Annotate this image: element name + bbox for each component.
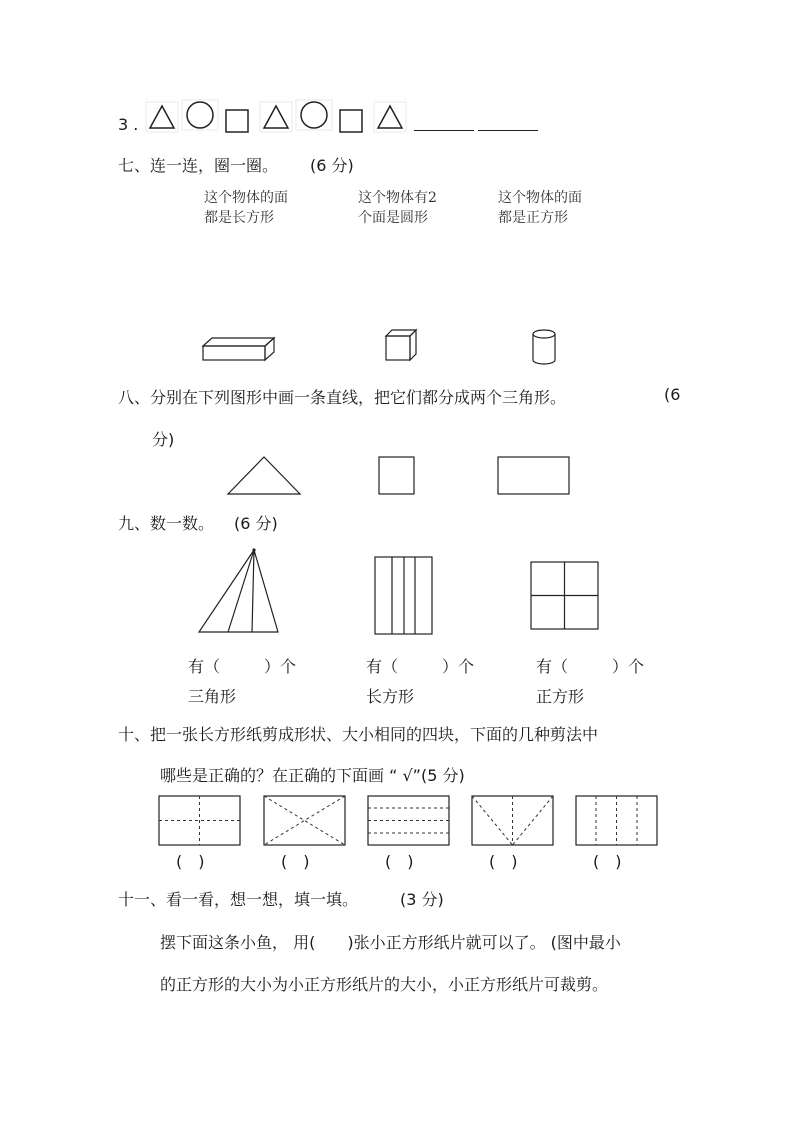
- answer-bracket-2[interactable]: ( ): [281, 852, 310, 871]
- count-suffix: ）个: [612, 657, 645, 676]
- square-shape[interactable]: [378, 456, 416, 496]
- triangle-icon: [146, 102, 178, 132]
- triangle-shape[interactable]: [226, 454, 302, 496]
- answer-bracket-3[interactable]: ( ): [385, 852, 414, 871]
- section9-title: 九、数一数。: [118, 514, 215, 533]
- count-prefix: 有（: [366, 657, 399, 676]
- description-1[interactable]: [204, 188, 288, 228]
- cuboid-icon[interactable]: [202, 336, 276, 362]
- section7-title: 七、连一连，圈一圈。: [118, 156, 279, 175]
- description-line: 个面是圆形: [358, 210, 428, 226]
- circle-icon: [182, 100, 218, 130]
- description-3[interactable]: [498, 188, 582, 228]
- answer-blank-2[interactable]: [478, 130, 538, 131]
- q3-label: 3 .: [118, 115, 139, 134]
- answer-bracket-4[interactable]: ( ): [489, 852, 518, 871]
- description-line: 都是长方形: [204, 210, 274, 226]
- triangle-icon: [374, 102, 406, 132]
- count-answer-2[interactable]: [366, 654, 474, 677]
- cube-icon[interactable]: [384, 328, 418, 362]
- triangle-count-figure: [198, 548, 280, 634]
- triangle-icon: [260, 102, 292, 132]
- cut-option-5: [575, 795, 659, 847]
- q3-shapes: [146, 100, 416, 136]
- square-count-figure: [530, 561, 600, 631]
- cylinder-icon[interactable]: [530, 328, 558, 366]
- count-suffix: ）个: [442, 657, 475, 676]
- description-line: 这个物体的面: [204, 190, 288, 206]
- answer-bracket-5[interactable]: ( ): [593, 852, 622, 871]
- description-line: 这个物体有2: [358, 190, 437, 206]
- count-unit-3: 正方形: [536, 687, 585, 706]
- square-icon: [340, 110, 362, 132]
- count-prefix: 有（: [188, 657, 221, 676]
- section11-line1: 摆下面这条小鱼， 用( )张小正方形纸片就可以了。 (图中最小: [160, 933, 621, 952]
- section10-line2: 哪些是正确的？在正确的下面画 “ √”(5 分): [160, 766, 465, 785]
- count-unit-2: 长方形: [366, 687, 415, 706]
- section7-score: (6 分): [310, 156, 354, 175]
- rectangle-shape[interactable]: [497, 456, 571, 496]
- cut-option-3: [367, 795, 451, 847]
- answer-blank-1[interactable]: [414, 130, 474, 131]
- count-suffix: ）个: [264, 657, 297, 676]
- section8-score-cont: 分): [152, 430, 175, 449]
- count-prefix: 有（: [536, 657, 569, 676]
- cut-option-1: [158, 795, 242, 847]
- section8-score: (6: [664, 385, 681, 404]
- count-unit-1: 三角形: [188, 687, 237, 706]
- count-answer-3[interactable]: [536, 654, 644, 677]
- count-answer-1[interactable]: [188, 654, 296, 677]
- section10-line1: 十、把一张长方形纸剪成形状、大小相同的四块，下面的几种剪法中: [118, 725, 599, 744]
- cut-option-4: [471, 795, 555, 847]
- cut-option-2: [263, 795, 347, 847]
- description-line: 都是正方形: [498, 210, 568, 226]
- section8-title: 八、分别在下列图形中画一条直线，把它们都分成两个三角形。: [118, 388, 567, 407]
- answer-bracket-1[interactable]: ( ): [176, 852, 205, 871]
- description-2[interactable]: [358, 188, 437, 228]
- square-icon: [226, 110, 248, 132]
- section11-score: (3 分): [400, 890, 444, 909]
- section11-title: 十一、看一看，想一想，填一填。: [118, 890, 359, 909]
- rectangle-count-figure: [374, 556, 434, 636]
- section11-line2: 的正方形的大小为小正方形纸片的大小，小正方形纸片可裁剪。: [160, 975, 609, 994]
- circle-icon: [296, 100, 332, 130]
- section9-score: (6 分): [234, 514, 278, 533]
- description-line: 这个物体的面: [498, 190, 582, 206]
